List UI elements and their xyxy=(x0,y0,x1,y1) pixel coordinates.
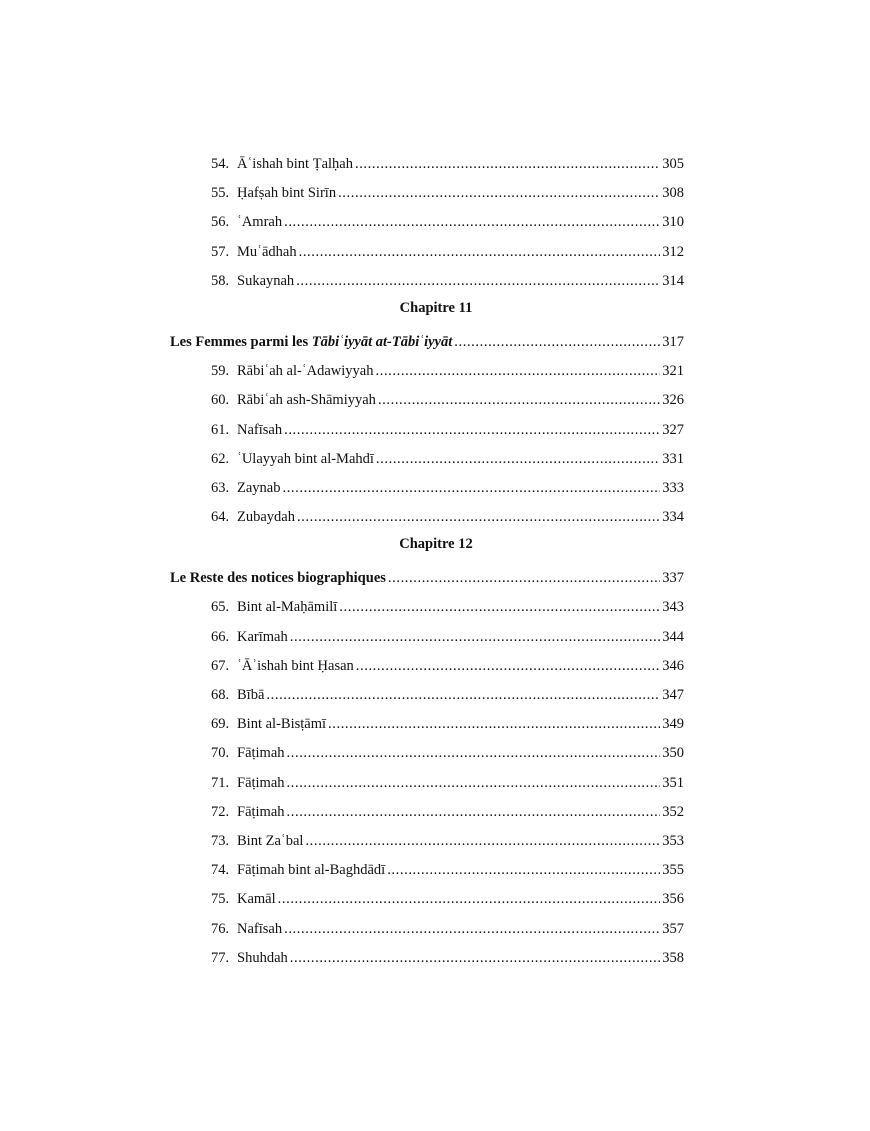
dot-leader xyxy=(278,891,661,908)
dot-leader xyxy=(284,921,660,938)
toc-entry xyxy=(0,418,870,447)
toc-entry xyxy=(0,858,870,887)
entry-number: 68. xyxy=(211,687,230,703)
toc-entry xyxy=(0,946,870,975)
page-number: 352 xyxy=(662,803,684,820)
entry-number: 69. xyxy=(211,716,230,733)
entry-name: Rābiʿah ash-Shāmiyyah xyxy=(237,392,376,409)
toc-entry xyxy=(0,741,870,770)
page-number: 343 xyxy=(662,599,684,616)
dot-leader xyxy=(376,451,660,468)
dot-leader xyxy=(356,658,660,675)
dot-leader xyxy=(378,392,660,409)
toc-entry-line xyxy=(211,716,684,733)
toc-entry xyxy=(0,771,870,800)
section-title xyxy=(170,334,452,351)
entry-name: Karīmah xyxy=(237,628,288,645)
toc-entry xyxy=(0,447,870,476)
entry-name: Nafīsah xyxy=(237,920,283,937)
entry-name: Shuhdah xyxy=(237,949,288,966)
entry-number: 63. xyxy=(211,479,230,496)
entry-number: 61. xyxy=(211,421,230,438)
entry-number: 58. xyxy=(211,272,230,289)
entry-name: Nafīsah xyxy=(237,421,283,438)
page-number: 317 xyxy=(662,333,684,350)
page-number: 314 xyxy=(662,272,684,289)
page-number: 346 xyxy=(662,657,684,674)
dot-leader xyxy=(282,480,660,497)
entry-number: 76. xyxy=(211,920,230,937)
entry-number: 66. xyxy=(211,628,230,645)
toc-entry xyxy=(0,388,870,417)
entry-number: 73. xyxy=(211,832,230,849)
page-number: 310 xyxy=(662,214,684,231)
section-title-text: Le Reste des notices biographiques xyxy=(170,570,386,587)
toc-entry xyxy=(0,210,870,239)
chapter-heading-text: Chapitre 12 xyxy=(399,536,473,553)
entry-name: Zubaydah xyxy=(237,509,295,526)
toc-entry xyxy=(0,505,870,534)
toc-section-row xyxy=(0,566,870,595)
table-of-contents xyxy=(0,152,870,975)
chapter-heading-text: Chapitre 11 xyxy=(399,299,473,316)
toc-entry-line xyxy=(211,862,684,879)
page-number: 347 xyxy=(662,687,684,703)
entry-number: 71. xyxy=(211,774,230,791)
chapter-heading xyxy=(0,534,870,566)
entry-name: Āʿishah bint Ṭalḥah xyxy=(237,156,353,172)
toc-entry-line xyxy=(211,833,684,850)
toc-entry-line xyxy=(211,244,684,261)
entry-number: 54. xyxy=(211,156,230,172)
entry-name: Bint al-Maḥāmilī xyxy=(237,599,338,616)
dot-leader xyxy=(376,363,661,380)
dot-leader xyxy=(454,334,660,351)
section-title-italic: Tābiʿiyyāt at-Tābiʿiyyāt xyxy=(311,333,453,350)
toc-entry xyxy=(0,595,870,624)
entry-name: Bībā xyxy=(237,687,265,703)
toc-entry-line xyxy=(211,658,684,675)
toc-entry-line xyxy=(211,921,684,938)
entry-number: 67. xyxy=(211,657,230,674)
entry-name: ʿAmrah xyxy=(237,214,283,231)
entry-name: Bint al-Bisṭāmī xyxy=(237,716,327,733)
entry-number: 62. xyxy=(211,450,230,467)
toc-entry xyxy=(0,917,870,946)
entry-number: 56. xyxy=(211,214,230,231)
toc-entry xyxy=(0,269,870,298)
entry-name: Ḥafṣah bint Sirīn xyxy=(237,185,337,202)
dot-leader xyxy=(287,745,661,762)
page-number: 334 xyxy=(662,509,684,526)
section-title-text: Les Femmes parmi les xyxy=(170,333,312,350)
entry-name: Sukaynah xyxy=(237,272,295,289)
toc-entry xyxy=(0,712,870,741)
entry-number: 60. xyxy=(211,392,230,409)
entry-name: Fāṭimah xyxy=(237,774,285,791)
section-title xyxy=(170,570,386,587)
entry-name: Zaynab xyxy=(237,479,281,496)
entry-name: Bint Zaʿbal xyxy=(237,832,304,849)
entry-number: 77. xyxy=(211,949,230,966)
toc-entry-line xyxy=(211,363,684,380)
toc-entry xyxy=(0,359,870,388)
page-number: 333 xyxy=(662,479,684,496)
toc-entry-line xyxy=(211,422,684,439)
dot-leader xyxy=(388,570,660,587)
toc-entry-line xyxy=(211,687,684,704)
entry-number: 74. xyxy=(211,862,230,879)
toc-entry-line xyxy=(211,745,684,762)
dot-leader xyxy=(328,716,660,733)
toc-entry-line xyxy=(211,775,684,792)
dot-leader xyxy=(290,950,661,967)
dot-leader xyxy=(297,509,660,526)
entry-number: 70. xyxy=(211,745,230,762)
page-number: 358 xyxy=(662,949,684,966)
page-number: 351 xyxy=(662,774,684,791)
toc-entry-line xyxy=(211,273,684,290)
page-number: 327 xyxy=(662,421,684,438)
dot-leader xyxy=(355,156,660,173)
dot-leader xyxy=(387,862,660,879)
page-number: 331 xyxy=(662,450,684,467)
toc-entry xyxy=(0,800,870,829)
toc-entry xyxy=(0,654,870,683)
toc-entry-line xyxy=(211,214,684,231)
page-number: 355 xyxy=(662,862,684,879)
entry-name: Fāṭimah xyxy=(237,803,285,820)
entry-name: ʿUlayyah bint al-Mahdī xyxy=(237,450,374,467)
entry-number: 72. xyxy=(211,803,230,820)
toc-entry xyxy=(0,829,870,858)
dot-leader xyxy=(284,214,660,231)
dot-leader xyxy=(266,687,660,704)
toc-entry-line xyxy=(211,392,684,409)
dot-leader xyxy=(290,629,661,646)
page-number: 350 xyxy=(662,745,684,762)
dot-leader xyxy=(338,185,660,202)
page-number: 356 xyxy=(662,891,684,908)
entry-name: ʿĀʾishah bint Ḥasan xyxy=(237,657,354,674)
entry-number: 57. xyxy=(211,243,230,260)
page-number: 353 xyxy=(662,832,684,849)
toc-entry xyxy=(0,152,870,181)
page-number: 321 xyxy=(662,363,684,380)
entry-name: Muʿādhah xyxy=(237,243,297,260)
page-number: 308 xyxy=(662,185,684,202)
dot-leader xyxy=(339,599,660,616)
toc-entry xyxy=(0,181,870,210)
page-number: 357 xyxy=(662,920,684,937)
toc-section-line xyxy=(170,334,684,351)
toc-entry-line xyxy=(211,451,684,468)
page-number: 344 xyxy=(662,628,684,645)
dot-leader xyxy=(299,244,661,261)
entry-number: 65. xyxy=(211,599,230,616)
toc-entry-line xyxy=(211,185,684,202)
toc-entry-line xyxy=(211,156,684,173)
toc-entry-line xyxy=(211,599,684,616)
toc-entry xyxy=(0,683,870,712)
entry-number: 55. xyxy=(211,185,230,202)
entry-number: 59. xyxy=(211,363,230,380)
page-number: 337 xyxy=(662,570,684,587)
toc-entry-line xyxy=(211,509,684,526)
dot-leader xyxy=(287,775,661,792)
toc-section-line xyxy=(170,570,684,587)
entry-number: 75. xyxy=(211,891,230,908)
toc-entry-line xyxy=(211,804,684,821)
toc-section-row xyxy=(0,330,870,359)
toc-entry-line xyxy=(211,480,684,497)
toc-entry xyxy=(0,240,870,269)
page-number: 326 xyxy=(662,392,684,409)
page-number: 312 xyxy=(662,243,684,260)
dot-leader xyxy=(287,804,661,821)
toc-entry xyxy=(0,476,870,505)
toc-entry-line xyxy=(211,629,684,646)
toc-entry-line xyxy=(211,950,684,967)
entry-name: Fāṭimah bint al-Baghdādī xyxy=(237,862,386,879)
page-number: 305 xyxy=(662,156,684,172)
dot-leader xyxy=(284,422,660,439)
dot-leader xyxy=(305,833,660,850)
entry-name: Rābiʿah al-ʿAdawiyyah xyxy=(237,363,374,380)
entry-name: Kamāl xyxy=(237,891,276,908)
page-number: 349 xyxy=(662,716,684,733)
dot-leader xyxy=(296,273,660,290)
toc-entry xyxy=(0,887,870,916)
chapter-heading xyxy=(0,298,870,330)
entry-name: Fāṭimah xyxy=(237,745,285,762)
entry-number: 64. xyxy=(211,509,230,526)
toc-entry-line xyxy=(211,891,684,908)
toc-entry xyxy=(0,625,870,654)
